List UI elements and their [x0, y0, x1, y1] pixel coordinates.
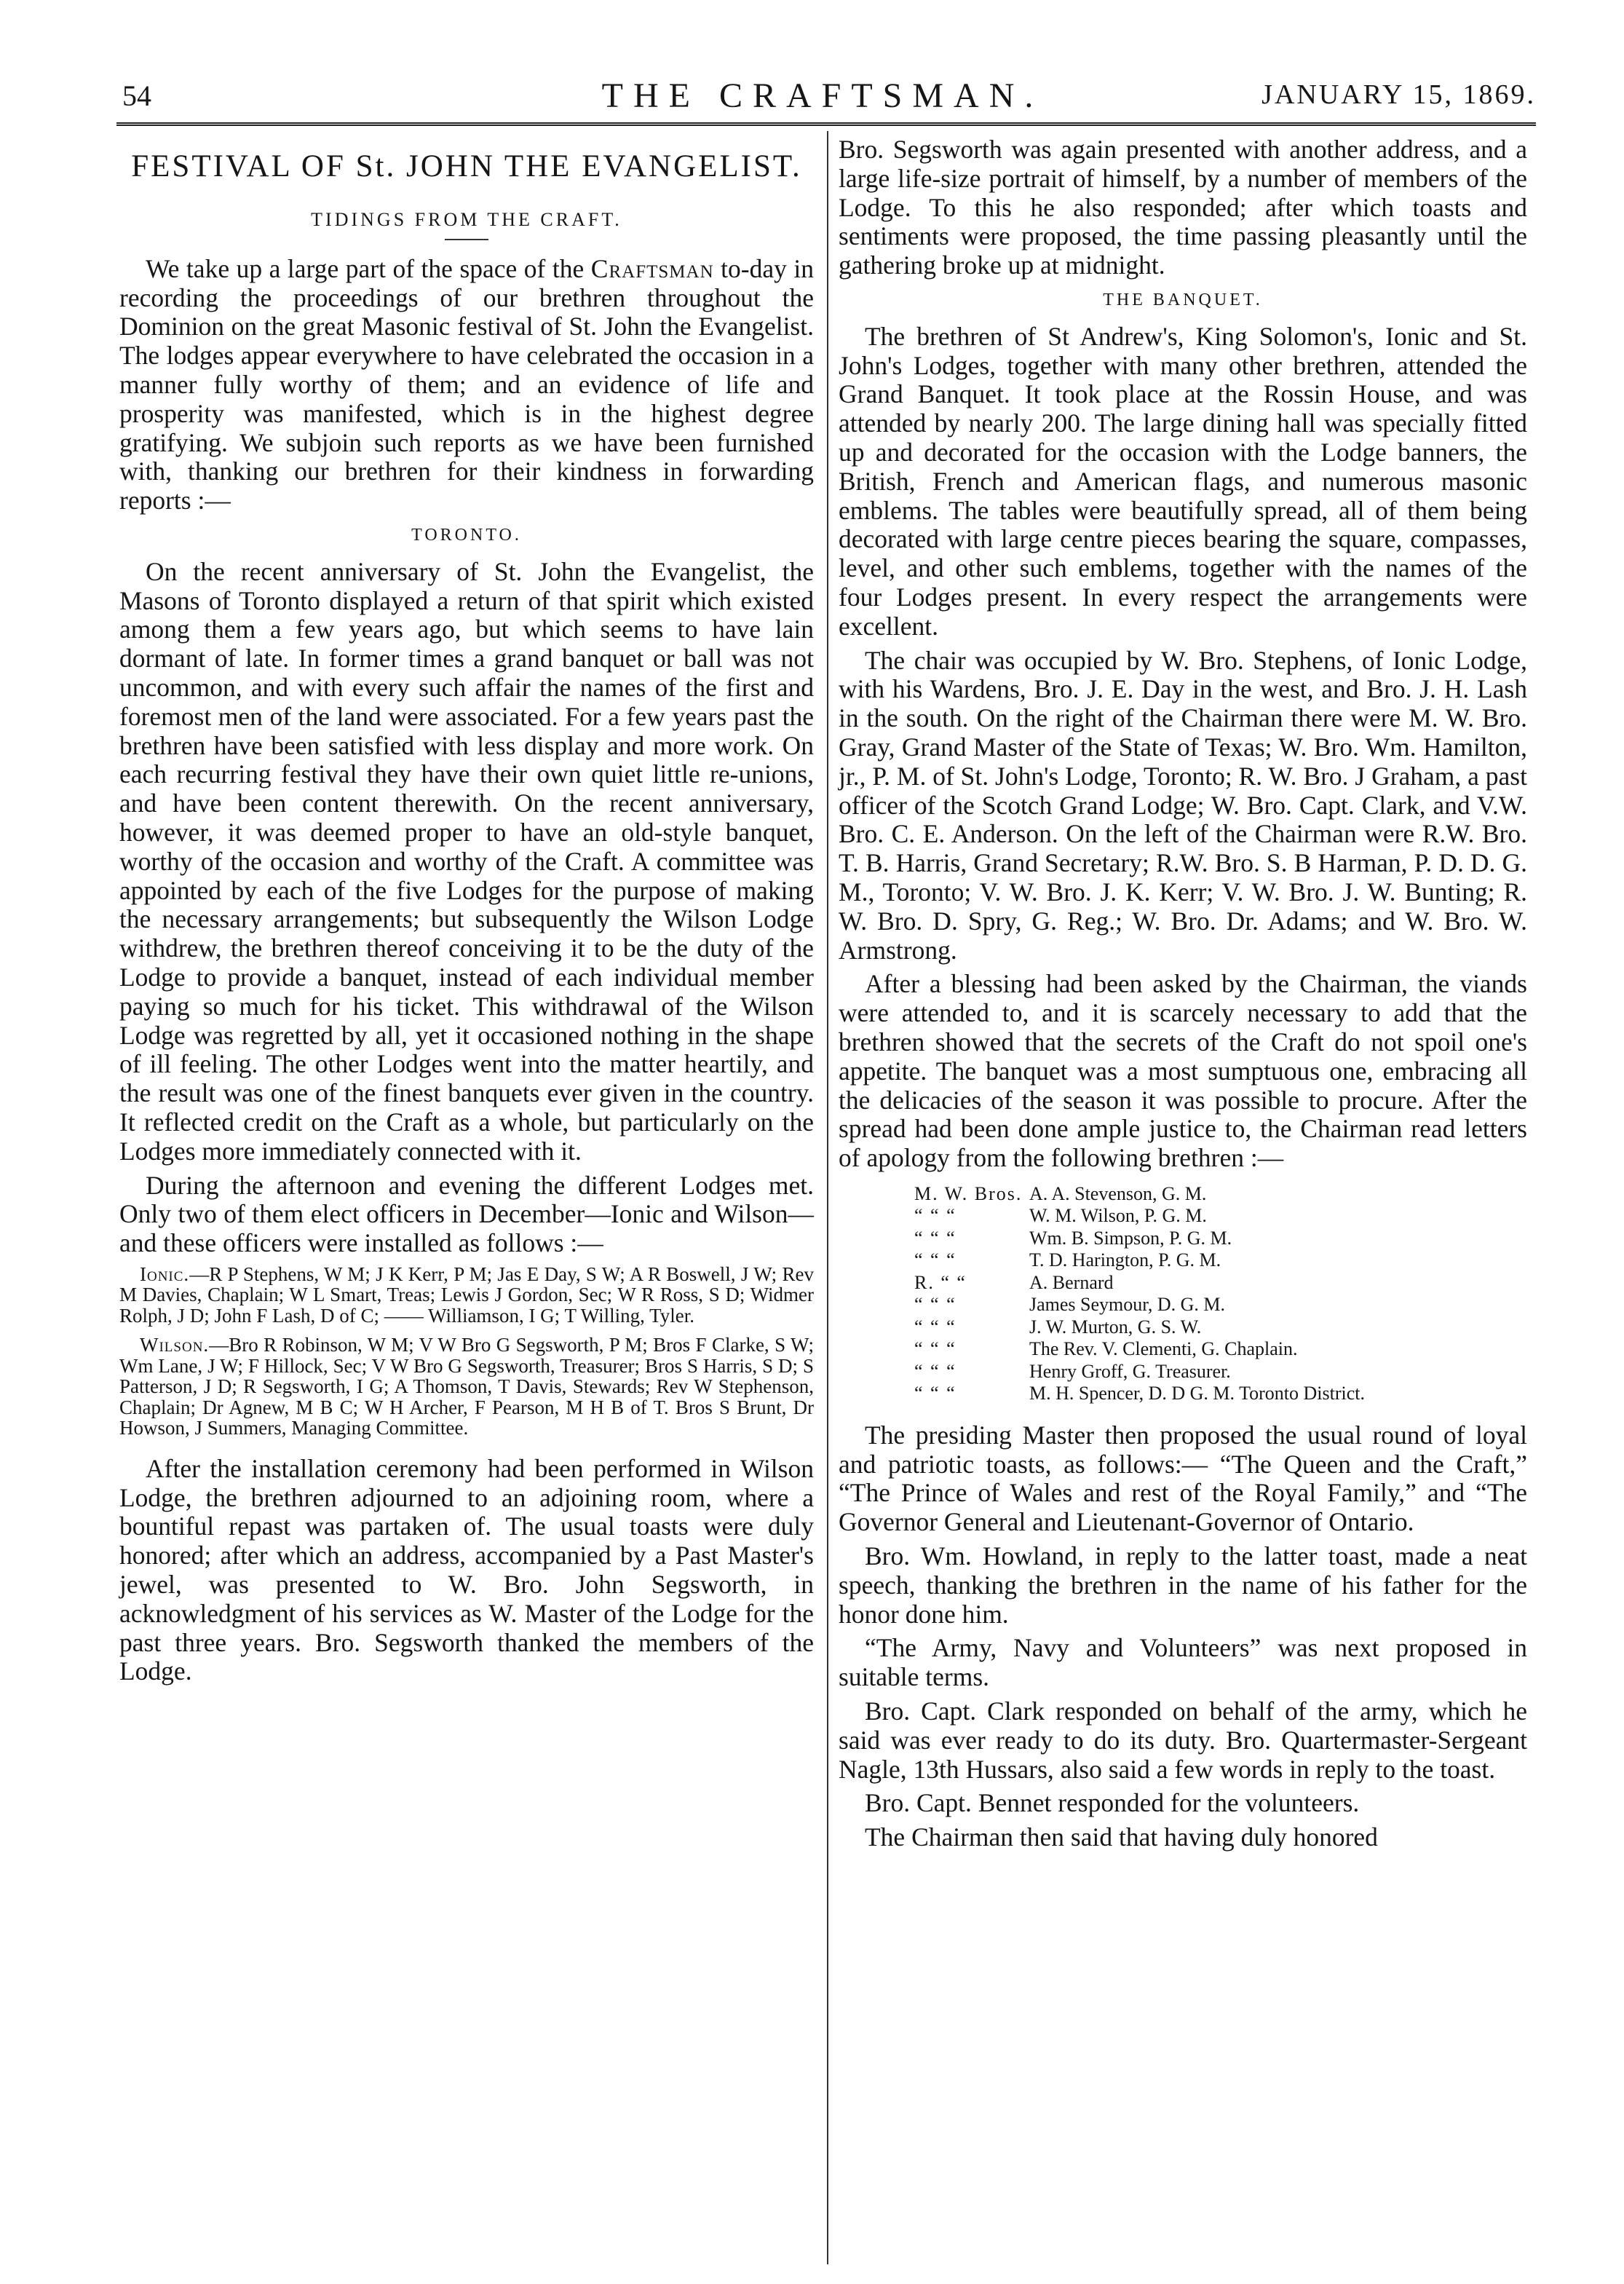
- paragraph-bennet: Bro. Capt. Bennet responded for the volunteers.: [865, 1788, 1360, 1818]
- apology-row: “ “ “ Henry Groff, G. Treasurer.: [914, 1360, 1231, 1382]
- issue-date: JANUARY 15, 1869.: [1261, 79, 1536, 110]
- intro-paragraph: We take up a large part of the space of the Craftsman to-day in recording the proceedings of our brethren throughout the Dominion on the great Masonic festival of St. John the Evangelist. The lodges appear everywhere to have celebrated the occasion in a manner fully worthy of them; and an evidence of life and prosperity was manifested, which is in the highest degree gratifying. We subjoin such reports as we have been furnished with, thanking our brethren for their kindness in forwarding reports :—: [119, 253, 814, 515]
- subheading-dash: [445, 239, 488, 240]
- ionic-officers: Ionic.—R P Stephens, W M; J K Kerr, P M; Jas E Day, S W; A R Boswell, J W; Rev M Davies, Chaplain; W L Smart, Treas; Lewis J Gordon, Sec; W R Ross, S D; Widmer Rolph, J D; John F Lash, D of C; —— Williamson, I G; T Willing, Tyler.: [119, 1262, 814, 1327]
- wilson-officers: Wilson.—Bro R Robinson, W M; V W Bro G Segsworth, P M; Bros F Clarke, S W; Wm Lane, J W; F Hillock, Sec; V W Bro G Segsworth, Treasurer; Bros S Harris, S D; S Patterson, J D; R Segsworth, I G; A Thomson, T Davis, Stewards; Rev W Stephenson, Chaplain; Dr Agnew, M B C; W H Archer, F Pearson, M H B of T. Bros S Brunt, Dr Howson, J Summers, Managing Committee.: [119, 1334, 814, 1439]
- apology-row: R. “ “ A. Bernard: [914, 1271, 1114, 1293]
- publication-title: THE CRAFTSMAN.: [601, 76, 1044, 115]
- page-number: 54: [122, 79, 151, 112]
- officer-lists: [119, 1264, 814, 1439]
- paragraph-toronto-anniversary: On the recent anniversary of St. John the Evangelist, the Masons of Toronto displayed a return of that spirit which existed among them a few years ago, but which seems to have lain dormant of late. In former times a grand banquet or ball was not uncommon, and with every such affair the names of the first and foremost men of the land were associated. For a few years past the brethren have been satisfied with less display and more work. On each recurring festival they have their own quiet little re-unions, and have been content therewith. On the recent anniversary, however, it was deemed proper to have an old-style banquet, worthy of the occasion and worthy of the Craft. A committee was appointed by each of the five Lodges for the purpose of making the necessary arrangements; but subsequently the Wilson Lodge withdrew, the brethren thereof conceiving it to be the duty of the Lodge to provide a banquet, instead of each individual member paying so much for his ticket. This withdrawal of the Wilson Lodge was regretted by all, yet it occasioned nothing in the shape of ill feeling. The other Lodges went into the matter heartily, and the result was one of the finest banquets ever given in the country. It reflected credit on the Craft as a whole, but particularly on the Lodges more immediately connected with it.: [119, 556, 814, 1166]
- apology-row: “ “ “ Wm. B. Simpson, P. G. M.: [914, 1227, 1232, 1249]
- paragraph-segsworth-continued: Bro. Segsworth was again presented with another address, and a large life-size portrait of himself, by a number of members of the Lodge. To this he also responded; after which toasts and sentiments were proposed, the time passing pleasantly until the gathering broke up at midnight.: [839, 135, 1527, 280]
- paragraph-banquet: The brethren of St Andrew's, King Solomon's, Ionic and St. John's Lodges, together with many other brethren, attended the Grand Banquet. It took place at the Rossin House, and was attended by nearly 200. The large dining hall was specially fitted up and decorated for the occasion with the Lodge banners, the British, French and American flags, and numerous masonic emblems. The tables were beautifully spread, all of them being decorated with large centre pieces bearing the square, compasses, level, and other such emblems, together with the names of the four Lodges present. In every respect the arrangements were excellent.: [839, 321, 1527, 641]
- header-rule: [116, 122, 1536, 126]
- paragraph-blessing: After a blessing had been asked by the Chairman, the viands were attended to, and it is scarcely necessary to add that the brethren showed that the secrets of the Craft do not spoil one's appetite. The banquet was a most sumptuous one, embracing all the delicacies of the season it was possible to procure. After the spread had been done ample justice to, the Chairman read letters of apology from the following brethren :—: [839, 969, 1527, 1173]
- apology-row: “ “ “ T. D. Harington, P. G. M.: [914, 1249, 1221, 1271]
- ionic-label: Ionic.: [140, 1262, 190, 1285]
- paragraph-howland: Bro. Wm. Howland, in reply to the latter toast, made a neat speech, thanking the brethren in the name of his father for the honor done him.: [839, 1541, 1527, 1629]
- apology-row: “ “ “ The Rev. V. Clementi, G. Chaplain.: [914, 1338, 1298, 1360]
- article-subheading: TIDINGS FROM THE CRAFT.: [311, 209, 622, 230]
- wilson-label: Wilson.: [140, 1334, 210, 1356]
- article-heading: FESTIVAL OF St. JOHN THE EVANGELIST.: [131, 149, 802, 183]
- paragraph-clark: Bro. Capt. Clark responded on behalf of the army, which he said was ever ready to do its duty. Bro. Quartermaster-Sergeant Nagle, 13th Hussars, also said a few words in reply to the toast.: [839, 1696, 1527, 1784]
- apology-row: “ “ “ W. M. Wilson, P. G. M.: [914, 1205, 1207, 1227]
- column-divider: [827, 131, 828, 2264]
- section-heading-toronto: TORONTO.: [411, 525, 522, 545]
- apology-row: “ “ “ James Seymour, D. G. M.: [914, 1294, 1226, 1316]
- paragraph-army-toast: “The Army, Navy and Volunteers” was next proposed in suitable terms.: [839, 1633, 1527, 1692]
- apology-list: [914, 1183, 1527, 1405]
- paragraph-toasts: The presiding Master then proposed the usual round of loyal and patriotic toasts, as follows:— “The Queen and the Craft,” “The Prince of Wales and rest of the Royal Family,” and “The Governor General and Lieutenant-Governor of Ontario.: [839, 1420, 1527, 1537]
- right-column: [839, 135, 1527, 1857]
- apology-row: M. W. Bros. A. A. Stevenson, G. M.: [914, 1182, 1207, 1204]
- left-column: [119, 135, 814, 1691]
- apology-row: “ “ “ J. W. Murton, G. S. W.: [914, 1316, 1202, 1337]
- paragraph-chair: The chair was occupied by W. Bro. Stephens, of Ionic Lodge, with his Wardens, Bro. J. E. Day in the west, and Bro. J. H. Lash in the south. On the right of the Chairman there were M. W. Bro. Gray, Grand Master of the State of Texas; W. Bro. Wm. Hamilton, jr., P. M. of St. John's Lodge, Toronto; R. W. Bro. J Graham, a past officer of the Scotch Grand Lodge; W. Bro. Capt. Clark, and V.W. Bro. C. E. Anderson. On the left of the Chairman were R.W. Bro. T. B. Harris, Grand Secretary; R.W. Bro. S. B Harman, P. D. D. G. M., Toronto; V. W. Bro. J. K. Kerr; V. W. Bro. J. W. Bunting; R. W. Bro. D. Spry, G. Reg.; W. Bro. Dr. Adams; and W. Bro. W. Armstrong.: [839, 645, 1527, 965]
- apology-row: “ “ “ M. H. Spencer, D. D G. M. Toronto District.: [914, 1383, 1366, 1404]
- page-header: [109, 71, 1536, 115]
- paragraph-lodges-met: During the afternoon and evening the different Lodges met. Only two of them elect officers in December—Ionic and Wilson—and these officers were installed as follows :—: [119, 1170, 814, 1258]
- paragraph-installation: After the installation ceremony had been performed in Wilson Lodge, the brethren adjourned to an adjoining room, where a bountiful repast was partaken of. The usual toasts were duly honored; after which an address, accompanied by a Past Master's jewel, was presented to W. Bro. John Segsworth, in acknowledgment of his services as W. Master of the Lodge for the past three years. Bro. Segsworth thanked the members of the Lodge.: [119, 1453, 814, 1686]
- paragraph-chairman: The Chairman then said that having duly honored: [865, 1822, 1378, 1852]
- section-heading-banquet: THE BANQUET.: [1103, 290, 1263, 309]
- craftsman-name: Craftsman: [590, 253, 714, 283]
